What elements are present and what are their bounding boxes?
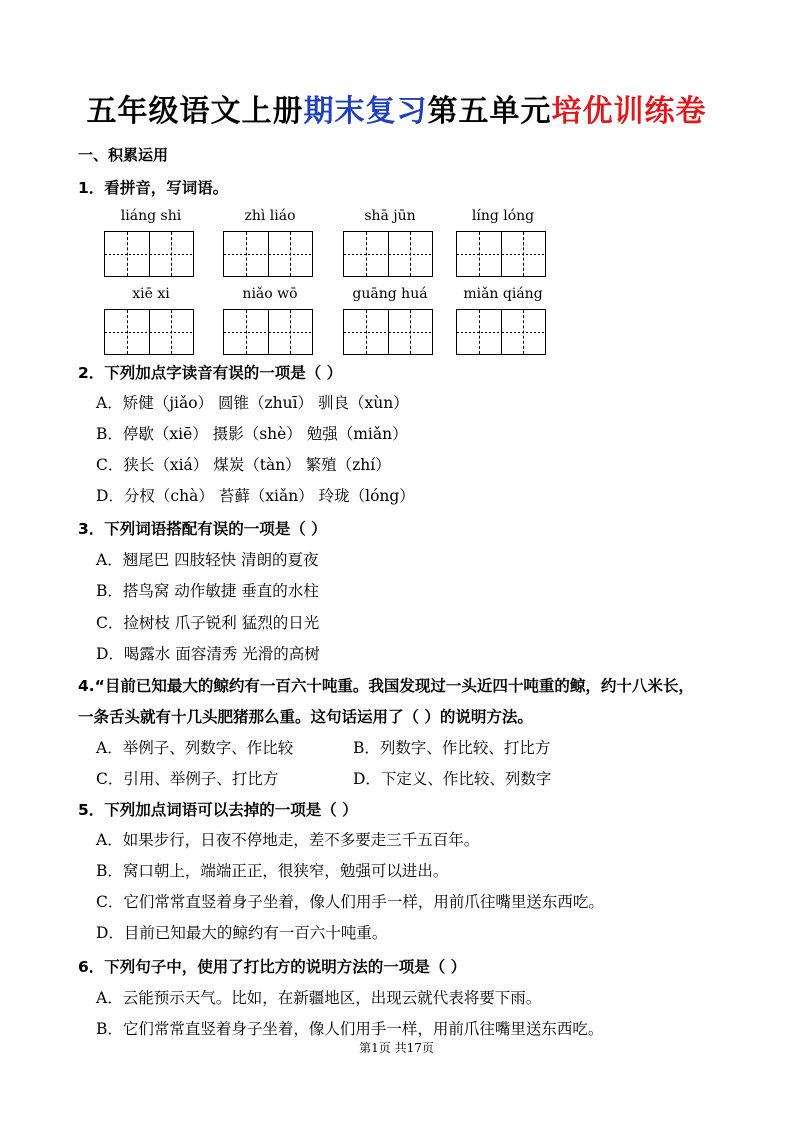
pinyin-3: shā jūn <box>364 208 416 224</box>
writing-grid[interactable] <box>456 309 546 355</box>
pinyin-2: zhì liáo <box>244 208 296 224</box>
pinyin-5: xiē xi <box>132 286 170 302</box>
writing-grid[interactable] <box>456 231 546 277</box>
q4-option-c: C．引用、举例子、打比方 <box>96 770 279 788</box>
page-footer: 第1页 共17页 <box>359 1041 434 1055</box>
writing-grid[interactable] <box>104 231 194 277</box>
q2-option-b: B．停歇（xiē） 摄影（shè） 勉强（miǎn） <box>96 425 408 443</box>
page-title <box>0 86 793 130</box>
q4-option-d: D．下定义、作比较、列数字 <box>353 770 552 788</box>
question-4-line-2: 一条舌头就有十几头肥猪那么重。这句话运用了（ ）的说明方法。 <box>78 708 533 726</box>
q4-option-b: B．列数字、作比较、打比方 <box>353 739 551 757</box>
q6-option-b: B．它们常常直竖着身子坐着，像人们用手一样，用前爪往嘴里送东西吃。 <box>96 1020 604 1038</box>
question-5: 5．下列加点词语可以去掉的一项是（ ） <box>78 801 358 819</box>
pinyin-7: guāng huá <box>352 286 428 302</box>
q5-option-a: A．如果步行，日夜不停地走，差不多要走三千五百年。 <box>96 831 480 849</box>
section-heading: 一、积累运用 <box>78 146 169 164</box>
pinyin-4: líng lóng <box>471 208 535 224</box>
pinyin-8: miǎn qiáng <box>463 286 543 302</box>
writing-grid[interactable] <box>343 309 433 355</box>
question-3: 3．下列词语搭配有误的一项是（ ） <box>78 520 327 538</box>
q2-option-d: D．分杈（chà） 苔藓（xiǎn） 玲珑（lóng） <box>96 487 415 505</box>
q2-option-a: A．矫健（jiǎo） 圆锥（zhuī） 驯良（xùn） <box>96 394 409 412</box>
q3-option-b: B．搭鸟窝 动作敏捷 垂直的水柱 <box>96 582 319 600</box>
question-2: 2．下列加点字读音有误的一项是（ ） <box>78 364 343 382</box>
q2-option-c: C．狭长（xiá） 煤炭（tàn） 繁殖（zhí） <box>96 456 391 474</box>
q6-option-a: A．云能预示天气。比如，在新疆地区，出现云就代表将要下雨。 <box>96 989 542 1007</box>
q5-option-d: D．目前已知最大的鲸约有一百六十吨重。 <box>96 924 388 942</box>
question-4-line-1: 4.“目前已知最大的鲸约有一百六十吨重。我国发现过一头近四十吨重的鲸，约十八米长， <box>78 677 694 695</box>
q3-option-a: A．翘尾巴 四肢轻快 清朗的夏夜 <box>96 551 319 569</box>
writing-grid[interactable] <box>223 309 313 355</box>
writing-grid[interactable] <box>104 309 194 355</box>
q3-option-d: D．喝露水 面容清秀 光滑的高树 <box>96 645 320 663</box>
pinyin-6: niǎo wō <box>242 286 298 302</box>
question-1: 1．看拼音，写词语。 <box>78 179 229 197</box>
pinyin-1: liáng shi <box>120 208 182 224</box>
q3-option-c: C．捡树枝 爪子锐利 猛烈的日光 <box>96 614 320 632</box>
writing-grid[interactable] <box>343 231 433 277</box>
title-part-1: 五年级语文上册 <box>86 94 304 129</box>
writing-grid[interactable] <box>223 231 313 277</box>
q4-option-a: A．举例子、列数字、作比较 <box>96 739 294 757</box>
title-part-3: 第五单元 <box>427 94 552 129</box>
title-part-2: 期末复习 <box>303 94 428 129</box>
title-part-4: 培优训练卷 <box>551 94 707 129</box>
q5-option-b: B．窝口朝上，端端正正，很狭窄，勉强可以进出。 <box>96 862 449 880</box>
question-6: 6．下列句子中，使用了打比方的说明方法的一项是（ ） <box>78 958 467 976</box>
q5-option-c: C．它们常常直竖着身子坐着，像人们用手一样，用前爪往嘴里送东西吃。 <box>96 893 604 911</box>
